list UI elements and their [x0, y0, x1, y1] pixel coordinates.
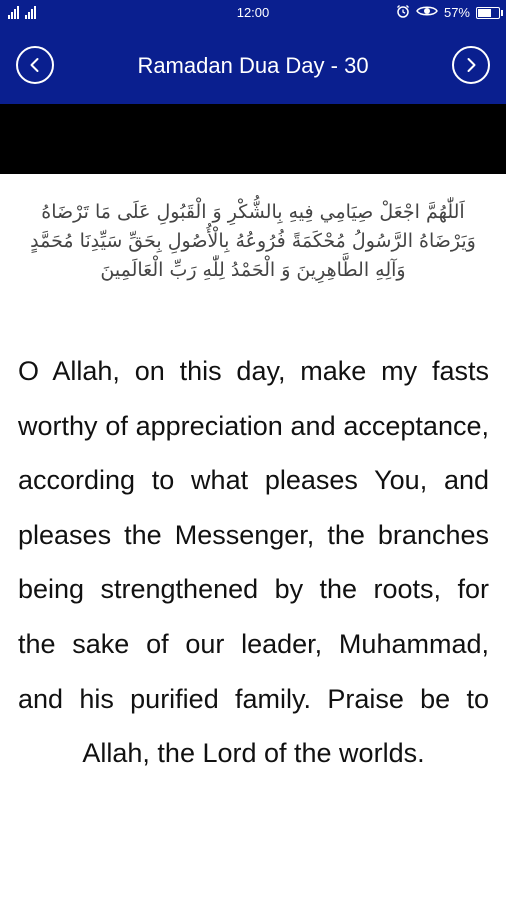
battery-percent: 57%: [443, 5, 470, 20]
battery-icon: [476, 7, 500, 19]
status-bar: [0, 0, 506, 26]
arabic-dua-text: اَللّٰهُمَّ اجْعَلْ صِيَامِي فِيهِ بِالشُّكْرِ وَ الْقَبُولِ عَلَى مَا تَرْضَاهُ وَيَرْضَاهُ الرَّسُولُ مُحْكَمَةً فُرُوعُهُ بِالْأُصُولِ بِحَقِّ سَيِّدِنَا مُحَمَّدٍ وَآلِهِ الطَّاهِرِينَ وَ الْحَمْدُ لِلّٰهِ رَبِّ الْعَالَمِينَ: [30, 201, 476, 281]
status-time: 12:00: [236, 5, 270, 20]
next-day-button[interactable]: [452, 46, 490, 84]
banner-area: [0, 104, 506, 174]
dua-translation: O Allah, on this day, make my fasts worthy of appreciation and acceptance, according to what pleases You, and pleases the Messenger, the branches being strengthened by the roots, for the sake of our leader, Muhammad, and his purified family. Praise be to Allah, the Lord of the worlds.: [18, 356, 489, 769]
chevron-right-icon: [464, 57, 478, 73]
page-title: Ramadan Dua Day - 30: [137, 53, 369, 78]
app-header: [0, 26, 506, 104]
eye-icon: [416, 5, 438, 20]
alarm-icon: [396, 4, 410, 21]
